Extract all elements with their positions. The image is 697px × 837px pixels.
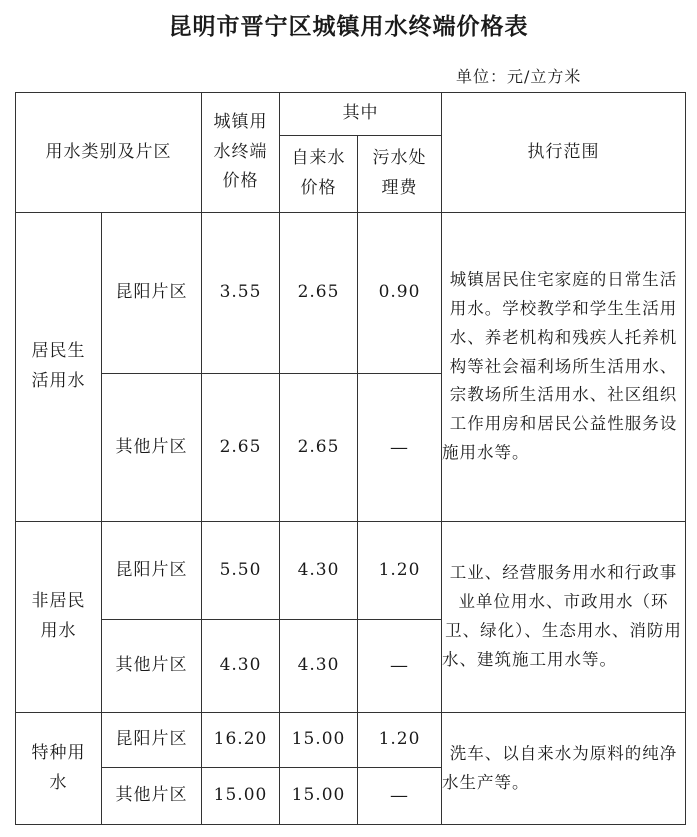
header-row-1	[16, 93, 686, 136]
category-cell: 居民生 活用水	[16, 213, 102, 522]
header-sewage: 污水处 理费	[358, 136, 442, 213]
zone-cell: 其他片区	[102, 374, 202, 522]
category-cell: 非居民 用水	[16, 522, 102, 713]
header-terminal-price: 城镇用 水终端 价格	[202, 93, 280, 213]
page-title: 昆明市晋宁区城镇用水终端价格表	[168, 14, 529, 40]
header-of-which: 其中	[280, 93, 442, 136]
terminal-price-cell: 3.55	[202, 213, 280, 374]
sewage-fee-cell: 0.90	[358, 213, 442, 374]
tap-price-cell: 2.65	[280, 213, 358, 374]
tap-price-cell: 15.00	[280, 713, 358, 768]
sewage-fee-cell: —	[358, 374, 442, 522]
terminal-price-cell: 15.00	[202, 768, 280, 825]
terminal-price-cell: 16.20	[202, 713, 280, 768]
unit-label: 单位：元/立方米	[456, 67, 582, 86]
sewage-fee-cell: —	[358, 620, 442, 713]
sewage-fee-cell: 1.20	[358, 522, 442, 620]
water-price-table	[15, 92, 686, 825]
table-row	[16, 522, 686, 620]
category-cell: 特种用 水	[16, 713, 102, 825]
scope-cell: 工业、经营服务用水和行政事业单位用水、市政用水（环卫、绿化）、生态用水、消防用水、建筑施工用水等。	[442, 522, 686, 713]
scope-cell: 城镇居民住宅家庭的日常生活用水。学校教学和学生生活用水、养老机构和残疾人托养机构等社会福利场所生活用水、宗教场所生活用水、社区组织工作用房和居民公益性服务设施用水等。	[442, 213, 686, 522]
zone-cell: 昆阳片区	[102, 213, 202, 374]
terminal-price-cell: 2.65	[202, 374, 280, 522]
tap-price-cell: 15.00	[280, 768, 358, 825]
zone-cell: 昆阳片区	[102, 713, 202, 768]
tap-price-cell: 2.65	[280, 374, 358, 522]
terminal-price-cell: 4.30	[202, 620, 280, 713]
tap-price-cell: 4.30	[280, 522, 358, 620]
table-row	[16, 713, 686, 768]
header-category: 用水类别及片区	[16, 93, 202, 213]
table-row	[16, 213, 686, 374]
sewage-fee-cell: 1.20	[358, 713, 442, 768]
sewage-fee-cell: —	[358, 768, 442, 825]
terminal-price-cell: 5.50	[202, 522, 280, 620]
zone-cell: 昆阳片区	[102, 522, 202, 620]
scope-cell: 洗车、以自来水为原料的纯净水生产等。	[442, 713, 686, 825]
header-tap-water: 自来水 价格	[280, 136, 358, 213]
tap-price-cell: 4.30	[280, 620, 358, 713]
zone-cell: 其他片区	[102, 768, 202, 825]
zone-cell: 其他片区	[102, 620, 202, 713]
header-scope: 执行范围	[442, 93, 686, 213]
